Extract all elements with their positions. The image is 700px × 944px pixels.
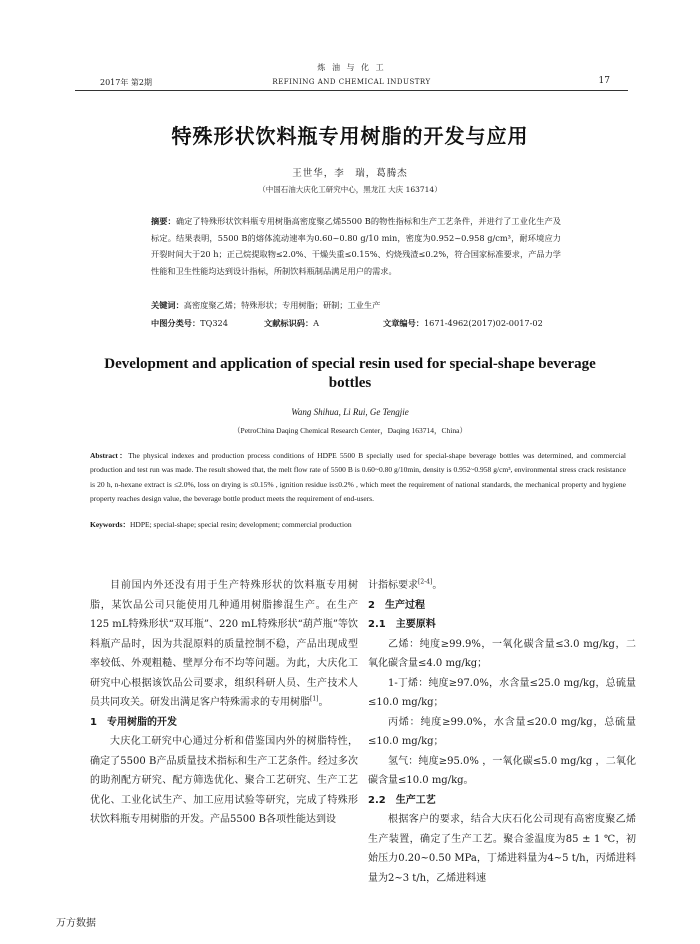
propylene-spec: 丙烯：纯度≥99.0%，水含量≤20.0 mg/kg，总硫量≤10.0 mg/kg； [368, 716, 636, 747]
keywords-cn-label: 关键词： [151, 300, 184, 310]
section-heading-1: 1 专用树脂的开发 [90, 716, 177, 728]
article-number: 文章编号：1671-4962(2017)02-0017-02 [383, 318, 543, 328]
body-column-left [90, 576, 358, 830]
citation: [1] [310, 695, 319, 703]
butene-spec: 1-丁烯：纯度≥97.0%，水含量≤25.0 mg/kg，总硫量≤10.0 mg/kg； [368, 677, 636, 708]
abstract-en [90, 449, 626, 506]
continued-paragraph: 计指标要求[2-4]。 [368, 578, 443, 591]
keywords-en-text: HDPE; special-shape; special resin; development; commercial production [130, 520, 352, 529]
section-heading-2-1: 2.1 主要原料 [368, 619, 436, 630]
issue-label: 2017年 第2期 [100, 78, 152, 87]
document-code: 文献标识码：A [264, 318, 320, 328]
process-paragraph: 根据客户的要求，结合大庆石化公司现有高密度聚乙烯生产装置，确定了生产工艺。聚合釜温度为85 ± 1 ℃，初始压力0.20~0.50 MPa，丁烯进料量为4~5 t/h，丙烯进料量为2~3 t/h，乙烯进料速 [368, 814, 636, 884]
authors-cn: 王世华，李 瑞，葛腾杰 [292, 168, 408, 179]
abstract-cn [151, 213, 561, 279]
abstract-en-label: Abstract： [90, 451, 129, 460]
footer-watermark: 万方数据 [56, 918, 96, 929]
ethylene-spec: 乙烯：纯度≥99.9%，一氧化碳含量≤3.0 mg/kg，二氧化碳含量≤4.0 mg/kg； [368, 638, 636, 669]
abstract-cn-text: 确定了特殊形状饮料瓶专用树脂高密度聚乙烯5500 B的物性指标和生产工艺条件，并进行了工业化生产及标定。结果表明，5500 B的熔体流动速率为0.60~0.80 g/10 min，密度为0.952~0.958 g/cm³，耐环境应力开裂时间大于20 h；正己烷提取物≤2.0%、干燥失重≤0.15%、灼烧残渣≤0.2%，符合国家标准要求，产品力学性能和卫生性能均达到设计指标，所制饮料瓶制品满足用户的需求。 [151, 216, 561, 276]
section-1-paragraph: 大庆化工研究中心通过分析和借鉴国内外的树脂特性，确定了5500 B产品质量技术指标和生产工艺条件。经过多次的助剂配方研究、配方筛选优化、聚合工艺研究、生产工艺优化、工业化试生产、加工应用试验等研究，完成了特殊形状饮料瓶专用树脂的开发。产品5500 B各项性能达到设 [90, 736, 358, 825]
abstract-cn-label: 摘要： [151, 216, 176, 226]
hydrogen-spec: 氢气：纯度≥95.0% ，一氧化碳≤5.0 mg/kg ，二氧化碳含量≤10.0 mg/kg。 [368, 755, 636, 786]
keywords-cn-text: 高密度聚乙烯；特殊形状；专用树脂；研制；工业生产 [183, 300, 381, 310]
journal-header [75, 62, 628, 91]
body-column-right [368, 576, 636, 888]
journal-name-en: REFINING AND CHEMICAL INDUSTRY [272, 78, 431, 86]
citation: [2-4] [418, 578, 433, 586]
section-heading-2-2: 2.2 生产工艺 [368, 794, 436, 806]
affiliation-en: （PetroChina Daqing Chemical Research Center，Daqing 163714，China） [233, 426, 467, 435]
keywords-en-label: Keywords： [90, 520, 130, 529]
section-heading-2: 2 生产过程 [368, 599, 425, 611]
keywords-cn [151, 298, 561, 312]
affiliation-cn: （中国石油大庆化工研究中心，黑龙江 大庆 163714） [258, 185, 442, 194]
journal-name-cn: 炼 油 与 化 工 [317, 63, 386, 72]
keywords-en [90, 518, 626, 532]
title-en: Development and application of special resin used for special-shape beverage bottles [104, 356, 596, 391]
abstract-en-text: The physical indexes and production process conditions of HDPE 5500 B specially used for special-shape beverage bottles was determined, and commercial production and test run was made. The result showed that, the melt flow rate of 5500 B is 0.60~0.80 g/10min, density is 0.952~0.958 g/cm³, environmental stress crack resistance is 20 h, n-hexane extract is ≤2.0%, loss on drying is ≤0.15% , ignition residue is≤0.2% , which meet the requirement of national standards, the mechanical property and hygiene property reaches design value, the beverage bottle product meets the requirement of end-users. [90, 451, 626, 503]
page-number: 17 [598, 76, 610, 86]
clc-number: 中图分类号：TQ324 [151, 318, 228, 328]
intro-paragraph: 目前国内外还没有用于生产特殊形状的饮料瓶专用树脂，某饮品公司只能使用几种通用树脂掺混生产。在生产125 mL特殊形状“双耳瓶”、220 mL特殊形状“葫芦瓶”等饮料瓶产品时，因为共混原料的质量控制不稳，产品出现成型率较低、外观粗糙、壁厚分布不均等问题。为此，大庆化工研究中心根据该饮品公司要求，组织科研人员、生产技术人员共同攻关。研发出满足客户特殊需求的专用树脂[1]。 [90, 580, 358, 708]
authors-en: Wang Shihua, Li Rui, Ge Tengjie [291, 407, 409, 417]
title-cn: 特殊形状饮料瓶专用树脂的开发与应用 [171, 124, 529, 148]
